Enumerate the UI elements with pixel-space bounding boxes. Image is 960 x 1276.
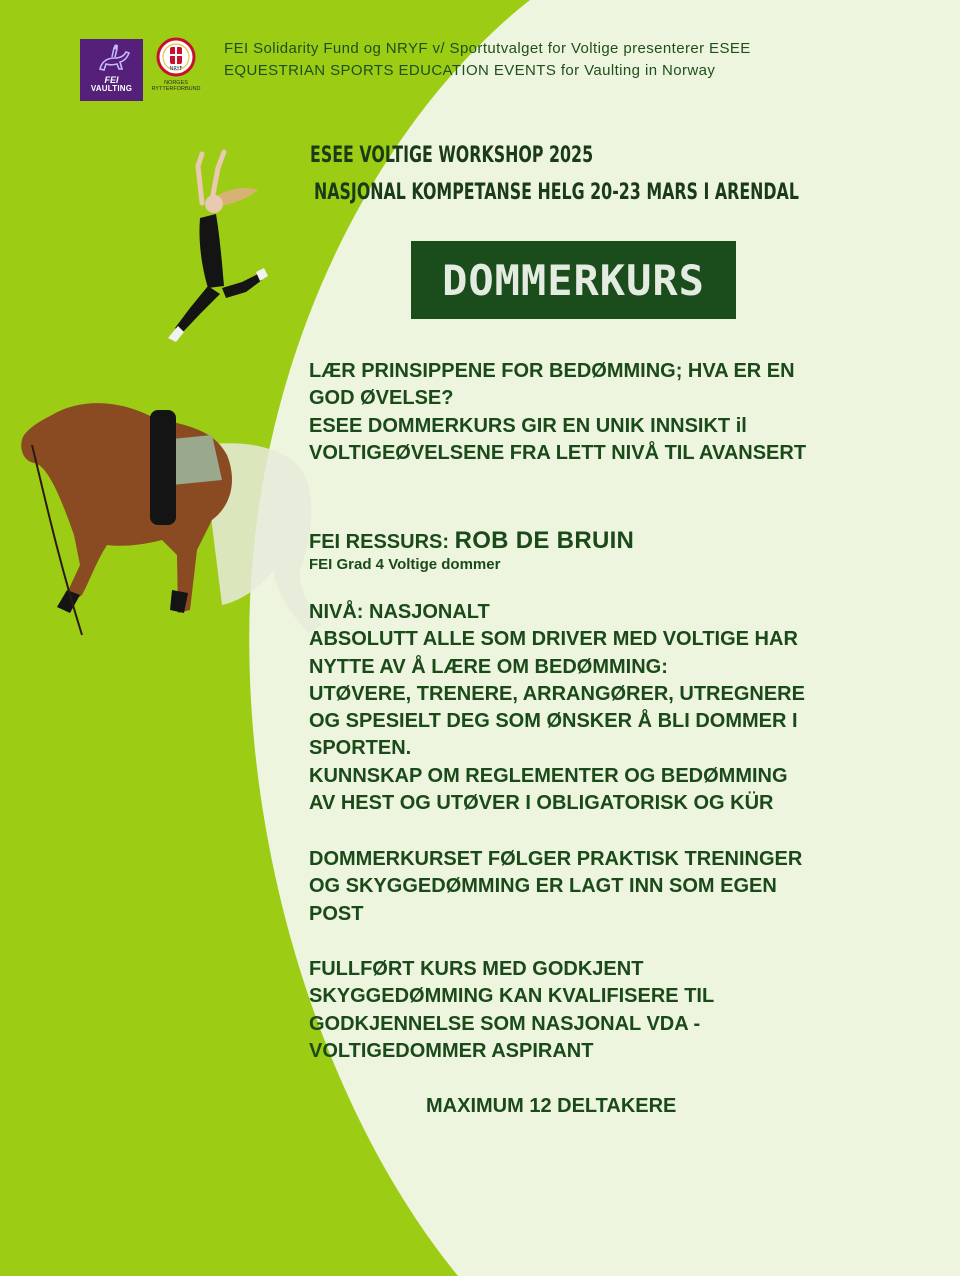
event-subtitle: NASJONAL KOMPETANSE HELG 20-23 MARS I ARENDAL xyxy=(314,180,799,205)
text-line: SPORTEN. xyxy=(309,737,412,760)
text-line: VOLTIGEDOMMER ASPIRANT xyxy=(309,1039,594,1062)
fei-logo-text: FEI xyxy=(104,75,119,85)
text-line: POST xyxy=(309,902,364,925)
text-line: VOLTIGEØVELSENE FRA LETT NIVÅ TIL AVANSERT xyxy=(309,441,807,464)
course-badge: DOMMERKURS xyxy=(411,241,736,319)
header-line: FEI Solidarity Fund og NRYF v/ Sportutvalget for Voltige presenterer ESEE xyxy=(224,40,751,57)
header-intro xyxy=(224,38,904,82)
text-line: FULLFØRT KURS MED GODKJENT xyxy=(309,958,644,980)
resource-label: FEI RESSURS: xyxy=(309,531,455,553)
nryf-name-line1: NORGES xyxy=(164,80,188,86)
fei-vaulting-logo xyxy=(80,39,143,101)
nryf-crest-icon xyxy=(156,37,196,79)
text-line: UTØVERE, TRENERE, ARRANGØRER, UTREGNERE xyxy=(309,682,805,705)
horse-rider-icon xyxy=(80,43,143,75)
practice-paragraph xyxy=(309,846,802,928)
resource-grade: FEI Grad 4 Voltige dommer xyxy=(309,556,501,573)
resource-name: ROB DE BRUIN xyxy=(454,527,635,554)
text-line: AV HEST OG UTØVER I OBLIGATORISK OG KÜR xyxy=(309,792,774,815)
text-line: SKYGGEDØMMING KAN KVALIFISERE TIL xyxy=(309,985,715,1008)
text-line: ESEE DOMMERKURS GIR EN UNIK INNSIKT il xyxy=(309,414,747,437)
text-line: GODKJENNELSE SOM NASJONAL VDA - xyxy=(309,1012,701,1035)
level-paragraph xyxy=(309,599,805,817)
text-line: OG SPESIELT DEG SOM ØNSKER Å BLI DOMMER I xyxy=(309,710,798,733)
text-line: OG SKYGGEDØMMING ER LAGT INN SOM EGEN xyxy=(309,875,777,898)
text-line: LÆR PRINSIPPENE FOR BEDØMMING; HVA ER EN xyxy=(309,360,795,382)
nryf-name-line2: RYTTERFORBUND xyxy=(151,86,201,92)
text-line: KUNNSKAP OM REGLEMENTER OG BEDØMMING xyxy=(309,764,788,787)
text-line: DOMMERKURSET FØLGER PRAKTISK TRENINGER xyxy=(309,848,803,870)
horse-illustration xyxy=(12,385,342,645)
text-line: GOD ØVELSE? xyxy=(309,387,454,410)
intro-paragraph xyxy=(309,358,806,467)
vaulter-illustration xyxy=(150,148,275,348)
qualify-paragraph xyxy=(309,956,714,1065)
resource-line xyxy=(309,527,634,556)
header-line: EQUESTRIAN SPORTS EDUCATION EVENTS for Vaulting in Norway xyxy=(224,62,716,79)
nryf-logo xyxy=(150,37,202,101)
vaulting-logo-text: VAULTING xyxy=(90,84,133,93)
text-line: ABSOLUTT ALLE SOM DRIVER MED VOLTIGE HAR xyxy=(309,628,798,651)
nryf-small-text: NRYF xyxy=(169,66,183,72)
text-line: NYTTE AV Å LÆRE OM BEDØMMING: xyxy=(309,655,668,678)
event-title: ESEE VOLTIGE WORKSHOP 2025 xyxy=(310,143,594,168)
max-participants: MAXIMUM 12 DELTAKERE xyxy=(426,1095,677,1117)
text-line: NIVÅ: NASJONALT xyxy=(309,601,490,623)
